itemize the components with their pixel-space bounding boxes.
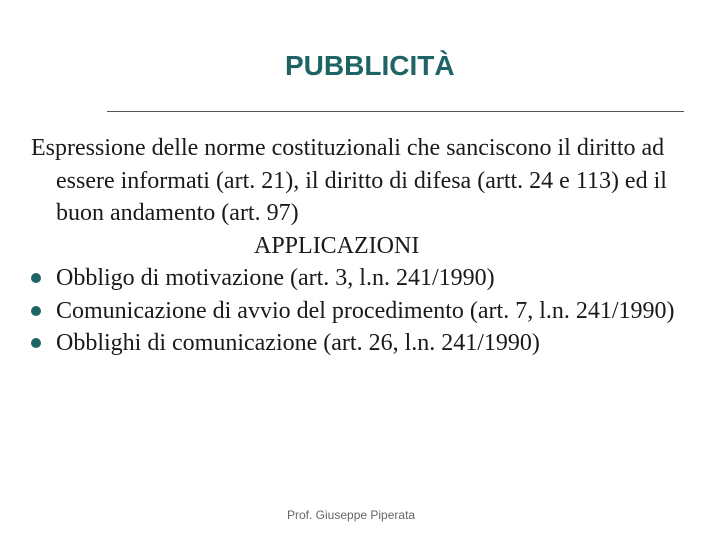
bullet-icon bbox=[31, 338, 41, 348]
bullet-icon bbox=[31, 273, 41, 283]
footer-author: Prof. Giuseppe Piperata bbox=[287, 508, 416, 522]
applications-heading: APPLICAZIONI bbox=[254, 232, 420, 259]
title-divider bbox=[107, 111, 684, 112]
applications-list bbox=[31, 262, 701, 360]
application-item-motivazione bbox=[31, 262, 701, 295]
application-text: Obblighi di comunicazione (art. 26, l.n. 241/1990) bbox=[56, 330, 540, 356]
bullet-icon bbox=[31, 306, 41, 316]
application-text: Comunicazione di avvio del procedimento (art. 7, l.n. 241/1990) bbox=[56, 297, 675, 324]
application-text: Obbligo di motivazione (art. 3, l.n. 241/1990) bbox=[56, 265, 495, 291]
application-item-avvio-procedimento bbox=[31, 295, 701, 328]
application-item-obblighi-comunicazione bbox=[31, 327, 701, 360]
intro-paragraph: Espressione delle norme costituzionali che sanciscono il diritto ad essere informati (art. 21), il diritto di difesa (artt. 24 e 113) ed il buon andamento (art. 97) bbox=[31, 135, 667, 226]
slide-body bbox=[31, 132, 701, 360]
slide-title: PUBBLICITÀ bbox=[285, 50, 455, 81]
